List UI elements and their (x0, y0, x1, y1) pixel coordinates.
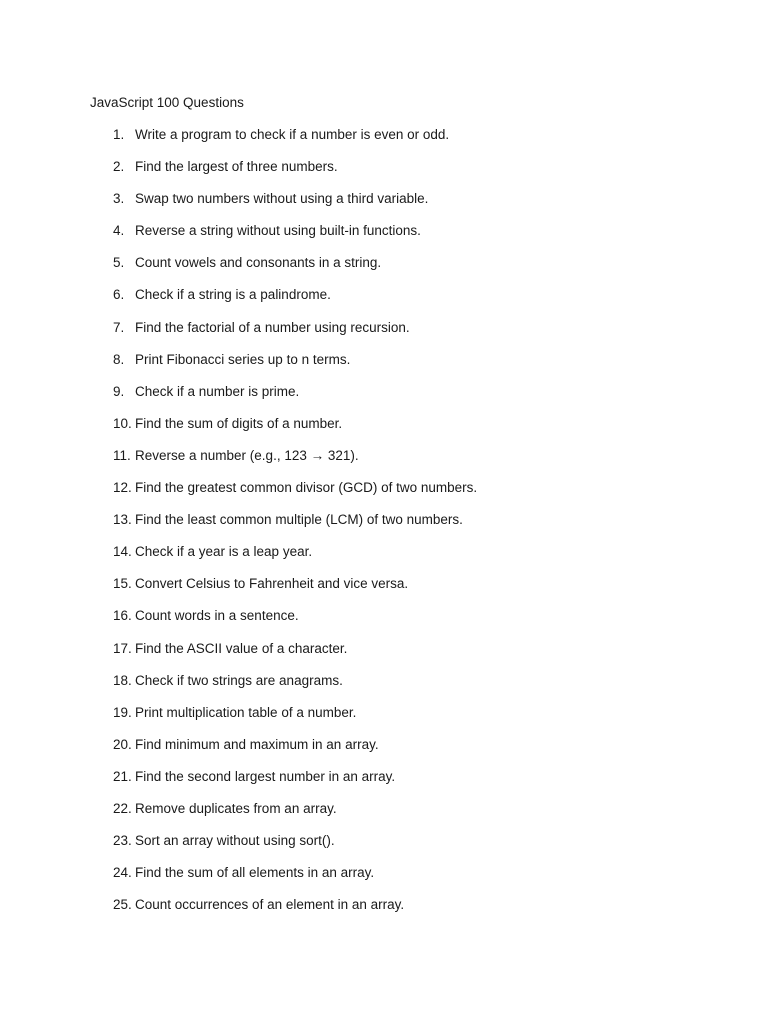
question-number: 7. (113, 319, 125, 335)
question-number: 1. (113, 127, 125, 142)
question-number: 13. (113, 512, 132, 528)
question-number: 12. (113, 480, 132, 496)
question-number: 14. (113, 544, 132, 560)
question-text: Print Fibonacci series up to n terms. (135, 351, 351, 367)
question-number: 15. (113, 576, 132, 592)
question-text: Find the sum of all elements in an array. (135, 865, 375, 881)
document-title: JavaScript 100 Questions (90, 95, 244, 110)
question-text: Reverse a number (e.g., 123 → 321). (135, 447, 359, 463)
question-number: 10. (113, 415, 132, 431)
question-text: Find minimum and maximum in an array. (135, 736, 379, 752)
question-text: Find the sum of digits of a number. (135, 415, 343, 431)
question-text: Find the largest of three numbers. (135, 159, 338, 175)
question-text: Count vowels and consonants in a string. (135, 255, 382, 271)
question-text: Convert Celsius to Fahrenheit and vice versa. (135, 576, 409, 592)
question-text: Check if two strings are anagrams. (135, 672, 343, 688)
question-number: 6. (113, 287, 125, 303)
question-number: 2. (113, 159, 125, 175)
question-number: 9. (113, 383, 125, 399)
question-text: Find the least common multiple (LCM) of two numbers. (135, 512, 463, 528)
question-number: 24. (113, 865, 132, 881)
question-text: Find the factorial of a number using recursion. (135, 319, 410, 335)
question-text: Check if a number is prime. (135, 383, 300, 399)
question-number: 17. (113, 640, 132, 656)
question-text: Print multiplication table of a number. (135, 704, 357, 720)
question-number: 11. (113, 447, 131, 463)
question-text: Reverse a string without using built-in functions. (135, 223, 421, 239)
question-number: 22. (113, 800, 132, 816)
question-text: Check if a string is a palindrome. (135, 287, 331, 303)
question-number: 3. (113, 191, 125, 207)
question-number: 18. (113, 672, 132, 688)
question-text: Count occurrences of an element in an array. (135, 897, 405, 913)
question-number: 21. (113, 768, 132, 784)
question-text: Find the greatest common divisor (GCD) of two numbers. (135, 480, 478, 496)
question-text: Write a program to check if a number is even or odd. (135, 127, 450, 142)
question-text: Check if a year is a leap year. (135, 544, 313, 560)
question-text: Remove duplicates from an array. (135, 800, 337, 816)
question-number: 5. (113, 255, 125, 271)
question-number: 23. (113, 833, 132, 849)
question-number: 4. (113, 223, 125, 239)
question-text: Sort an array without using sort(). (135, 833, 335, 849)
question-text: Count words in a sentence. (135, 608, 299, 624)
question-number: 20. (113, 736, 132, 752)
question-text: Swap two numbers without using a third variable. (135, 191, 429, 207)
question-number: 8. (113, 351, 125, 367)
question-number: 25. (113, 897, 132, 913)
question-text: Find the ASCII value of a character. (135, 640, 348, 656)
question-number: 16. (113, 608, 132, 624)
question-text: Find the second largest number in an array. (135, 768, 396, 784)
question-number: 19. (113, 704, 132, 720)
